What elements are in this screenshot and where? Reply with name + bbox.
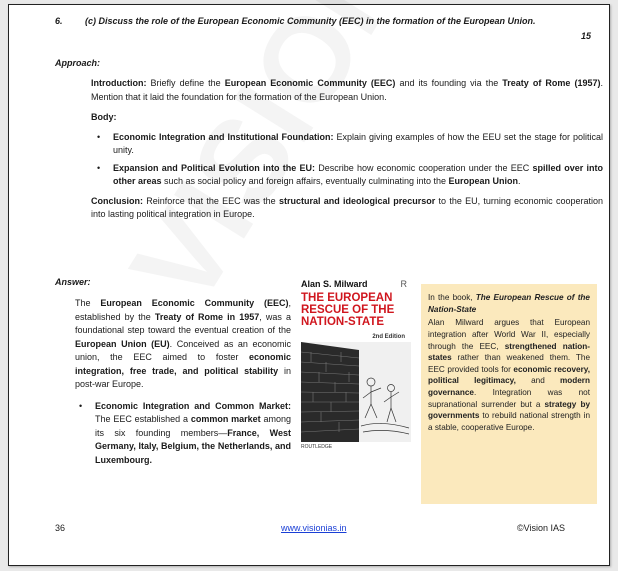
- intro-label: Introduction:: [91, 78, 147, 88]
- intro-text-2: and its founding via the: [395, 78, 503, 88]
- answer-point-text-2: among its six founding members—: [95, 414, 291, 438]
- answer-heading: Answer:: [55, 277, 91, 287]
- sidebox-text-2: rather than weakened them. The EEC provided tools for: [428, 353, 590, 374]
- book-author: Alan S. Milward: [301, 279, 368, 289]
- sidebox-book-title: The European Rescue of the Nation-State: [428, 293, 590, 314]
- intro-text-1: Briefly define the: [146, 78, 225, 88]
- sidebox-text-4: . Integration was not supranational surrender but a: [428, 388, 590, 409]
- answer-text-0: The: [75, 298, 101, 308]
- answer-column: [75, 297, 291, 467]
- book-summary-box: [421, 284, 597, 504]
- answer-point-bold-1: common market: [190, 414, 261, 424]
- question-marks: 15: [580, 31, 591, 41]
- point-2-text-2: such as social policy and foreign affairs, eventually culminating into the: [161, 176, 449, 186]
- sidebox-bold-3: modern governance: [428, 376, 590, 398]
- bullet-icon: •: [79, 400, 83, 411]
- question-number: 6.: [55, 16, 63, 26]
- page-number: 36: [55, 523, 66, 533]
- point-2-text-1: Describe how economic cooperation under the EEC: [314, 162, 533, 173]
- intro-bold-1: European Economic Community (EEC): [224, 78, 396, 88]
- body-point-2: [91, 162, 603, 189]
- brick-wall-illustration: [301, 342, 411, 442]
- point-1-label: Economic Integration and Institutional Foundation:: [113, 131, 334, 142]
- point-2-bold-1: spilled over into other areas: [113, 162, 604, 186]
- bullet-icon: •: [97, 131, 101, 142]
- answer-bold-3: European Union (EU): [75, 338, 170, 349]
- answer-point-bold-2: France, West Germany, Italy, Belgium, the Netherlands, and Luxembourg.: [95, 427, 292, 465]
- book-cover: [297, 278, 413, 448]
- body-heading: Body:: [91, 112, 117, 122]
- answer-text-1: , established by the: [75, 298, 291, 322]
- answer-paragraph: [75, 297, 291, 392]
- sidebox-text-5: to rebuild national strength in a stable, cooperative Europe.: [428, 411, 590, 433]
- conclusion-label: Conclusion:: [91, 195, 143, 206]
- answer-point-label: Economic Integration and Common Market:: [95, 400, 291, 411]
- publisher-logo-icon: R: [400, 279, 407, 289]
- answer-bold-1: European Economic Community (EEC): [100, 298, 289, 308]
- point-2-label: Expansion and Political Evolution into the EU:: [113, 162, 315, 173]
- book-cover-illustration: [301, 342, 411, 442]
- answer-point-text-1: The EEC established a: [95, 414, 191, 424]
- book-publisher: ROUTLEDGE: [301, 444, 333, 450]
- document-page: [8, 4, 610, 566]
- book-title: THE EUROPEAN RESCUE OF THE NATION-STATE: [301, 292, 395, 329]
- sidebox-body: [428, 317, 590, 433]
- sidebox-bold-2: economic recovery, political legitimacy,: [428, 364, 590, 386]
- approach-conclusion: [91, 195, 603, 222]
- point-2-bold-2: European Union: [448, 176, 519, 186]
- conclusion-text-1: Reinforce that the EEC was the: [143, 195, 279, 206]
- point-2-text-3: .: [518, 176, 521, 186]
- copyright-text: ©Vision IAS: [517, 523, 565, 533]
- sidebox-bold-1: strengthened nation-states: [428, 341, 590, 363]
- conclusion-text-2: to the EU, turning economic cooperation into lasting political integration in Europe.: [91, 195, 603, 219]
- question-text: (c) Discuss the role of the European Economic Community (EEC) in the formation of the European Union.: [85, 16, 536, 26]
- sidebox-text-3: and: [515, 376, 560, 386]
- answer-text-3: . Conceived as an economic union, the EEC aimed to foster: [75, 338, 292, 362]
- sidebox-text-1: Alan Milward argues that European integration after World War II, especially through the EEC,: [428, 318, 590, 351]
- body-point-1: [91, 131, 603, 158]
- answer-text-2: , was a foundational step toward the eventual creation of the: [75, 311, 291, 335]
- answer-point-1: [75, 400, 291, 468]
- sidebox-bold-4: strategy by governments: [428, 399, 590, 421]
- approach-heading: Approach:: [55, 58, 100, 68]
- page-footer: [9, 522, 609, 536]
- book-edition: 2nd Edition: [372, 334, 405, 340]
- answer-text-4: in post-war Europe.: [75, 365, 291, 389]
- website-link[interactable]: www.visionias.in: [281, 523, 347, 533]
- bullet-icon: •: [97, 162, 101, 173]
- point-1-text: Explain giving examples of how the EEU set the stage for political unity.: [113, 131, 603, 155]
- intro-text-3: . Mention that it laid the foundation for the formation of the European Union.: [91, 78, 603, 102]
- sidebox-text-0: In the book,: [428, 293, 476, 302]
- intro-bold-2: Treaty of Rome (1957): [502, 78, 601, 88]
- conclusion-bold-1: structural and ideological precursor: [278, 195, 436, 206]
- approach-section: [91, 77, 603, 229]
- answer-points: [75, 400, 291, 468]
- answer-bold-4: economic integration, free trade, and political stability: [75, 352, 291, 376]
- answer-bold-2: Treaty of Rome in 1957: [154, 311, 260, 322]
- approach-introduction: [91, 77, 603, 104]
- body-points: [91, 131, 603, 189]
- sidebox-heading: [428, 292, 590, 315]
